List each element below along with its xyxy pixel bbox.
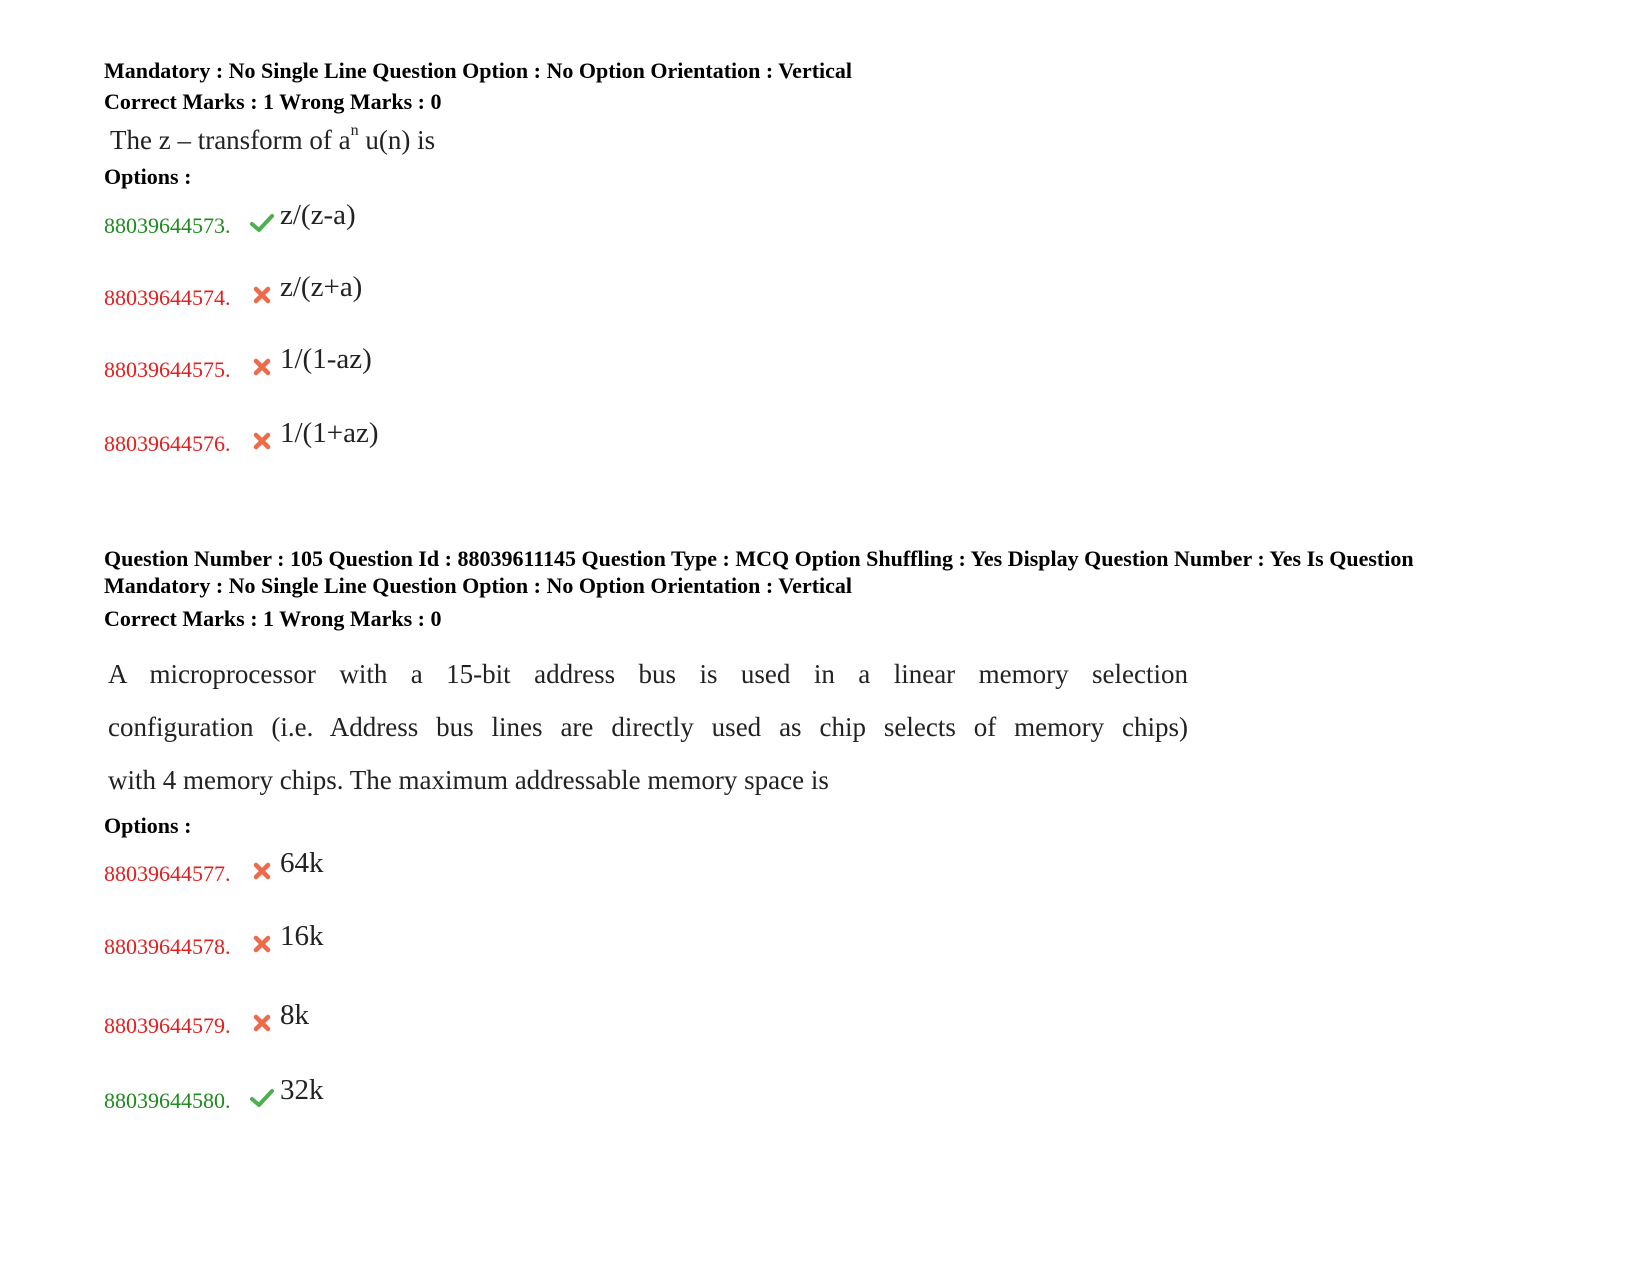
q2-options-label: Options :	[104, 813, 192, 838]
q2-question-text	[108, 654, 1188, 813]
option-id: 88039644574.	[104, 285, 231, 310]
cross-icon	[250, 283, 274, 307]
q1-question-suffix: u(n) is	[358, 125, 436, 155]
cross-icon	[250, 355, 274, 379]
q1-marks-line: Correct Marks : 1 Wrong Marks : 0	[104, 89, 442, 114]
q2-question-line: A microprocessor with a 15-bit address bus is used in a linear memory selection	[108, 659, 1188, 689]
cross-icon	[250, 859, 274, 883]
option-text: 64k	[280, 847, 324, 879]
q1-question-prefix: The z – transform of a	[110, 125, 351, 155]
option-text: z/(z+a)	[280, 271, 363, 303]
option-id: 88039644577.	[104, 861, 231, 886]
cross-icon	[250, 429, 274, 453]
check-icon	[250, 211, 274, 235]
cross-icon	[250, 932, 274, 956]
option-id: 88039644579.	[104, 1013, 231, 1038]
option-id: 88039644578.	[104, 934, 231, 959]
option-text: 32k	[280, 1074, 324, 1106]
option-text: z/(z-a)	[280, 199, 356, 231]
option-id: 88039644575.	[104, 357, 231, 382]
q1-meta-line: Mandatory : No Single Line Question Option : No Option Orientation : Vertical	[104, 58, 853, 83]
option-text: 1/(1+az)	[280, 417, 379, 449]
q1-question-exponent: n	[350, 122, 359, 139]
q1-options-label: Options :	[104, 164, 192, 189]
cross-icon	[250, 1011, 274, 1035]
q2-question-line: configuration (i.e. Address bus lines are directly used as chip selects of memory chips)	[108, 712, 1188, 742]
q1-question-text	[110, 122, 436, 156]
option-id: 88039644573.	[104, 213, 231, 238]
option-text: 8k	[280, 999, 309, 1031]
option-id: 88039644580.	[104, 1088, 231, 1113]
option-text: 16k	[280, 920, 324, 952]
q2-marks-line: Correct Marks : 1 Wrong Marks : 0	[104, 606, 442, 631]
q2-meta-line-1: Question Number : 105 Question Id : 88039611145 Question Type : MCQ Option Shuffling : Yes Display Question Number : Yes Is Question	[104, 546, 1414, 571]
check-icon	[250, 1086, 274, 1110]
q2-meta-line-2: Mandatory : No Single Line Question Option : No Option Orientation : Vertical	[104, 573, 853, 598]
q2-question-line: with 4 memory chips. The maximum addressable memory space is	[108, 765, 829, 795]
option-text: 1/(1-az)	[280, 343, 372, 375]
option-id: 88039644576.	[104, 431, 231, 456]
